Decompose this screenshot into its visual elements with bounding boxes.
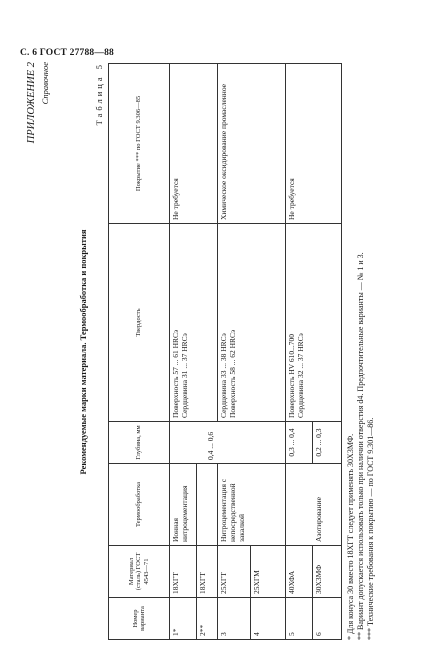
cell-depth [170, 422, 197, 464]
cell-variant: 5 [286, 598, 313, 640]
cell-variant: 3 [218, 598, 251, 640]
rotated-content [24, 62, 404, 642]
cell-coating: Химическое оксидирование промасленное [218, 64, 251, 224]
table-row [218, 64, 251, 640]
page-header: С. 6 ГОСТ 27788—88 [20, 48, 114, 58]
table-label: Таблица 5 [94, 62, 104, 126]
table-row [170, 64, 197, 640]
col-variant: Номер варианта [109, 598, 170, 640]
cell-heat [197, 464, 218, 546]
cell-hardness [251, 224, 286, 422]
cell-heat [251, 464, 286, 546]
hardness-line: Поверхность 57 ... 61 HRCэ [171, 329, 180, 418]
cell-depth [218, 422, 251, 464]
cell-material: 30Х3МФ [313, 546, 342, 598]
cell-hardness [313, 224, 342, 422]
cell-heat [286, 464, 313, 546]
table-title: Рекомендуемые марки материала. Термообработка и покрытия [78, 229, 88, 475]
cell-heat: Нитроцементация с непосредственной закалкой [218, 464, 251, 546]
cell-material: 18ХГТ [170, 546, 197, 598]
hardness-line: Сердцевина 32 ... 37 HRCэ [295, 333, 305, 418]
table-row [286, 64, 313, 640]
hardness-line: Сердцевина 33 ... 38 HRCэ [219, 333, 228, 418]
table-row [197, 64, 218, 640]
cell-material: 18ХГТ [197, 546, 218, 598]
col-depth: Глубина, мм [109, 422, 170, 464]
footnote: *** Технические требования к покрытию — по ГОСТ 9.301—86. [366, 417, 376, 640]
col-heat-treatment: Термообработка [109, 464, 170, 546]
cell-depth: 0,2 ... 0,3 [313, 422, 342, 464]
footnote: * Для конуса 30 вместо 18ХГТ следует применять 30Х3МФ. [346, 433, 355, 640]
cell-variant: 6 [313, 598, 342, 640]
col-material: Материал (сталь) ГОСТ 4543—71 [109, 546, 170, 598]
cell-variant: 1* [170, 598, 197, 640]
cell-material: 40ХФА [286, 546, 313, 598]
cell-variant: 2** [197, 598, 218, 640]
table-row [251, 64, 286, 640]
cell-heat: Азотирование [313, 464, 342, 546]
footnotes [346, 64, 377, 640]
cell-variant: 4 [251, 598, 286, 640]
cell-coating [197, 64, 218, 224]
col-hardness: Твердость [109, 224, 170, 422]
cell-material: 25ХГМ [251, 546, 286, 598]
appendix-title: ПРИЛОЖЕНИЕ 2 [26, 62, 37, 144]
cell-heat: Ионная нитроцементация [170, 464, 197, 546]
table-row [313, 64, 342, 640]
materials-table [108, 63, 342, 640]
cell-hardness [170, 224, 197, 422]
cell-material: 25ХГТ [218, 546, 251, 598]
cell-coating: Не требуется [170, 64, 197, 224]
cell-hardness [197, 224, 218, 422]
cell-coating: Не требуется [286, 64, 313, 224]
cell-depth: 0,3 ... 0,4 [286, 422, 313, 464]
appendix-subtitle: Справочное [40, 62, 50, 105]
footnote: ** Вариант допускается использовать только при наличии отверстия d4. Предпочтительные варианты — № 1 и 3. [356, 252, 366, 640]
col-coating: Покрытие *** по ГОСТ 9.306—85 [109, 64, 170, 224]
hardness-line: Сердцевина 31 ... 37 HRCэ [179, 333, 189, 418]
hardness-line: Поверхность HV 610...700 [287, 333, 296, 418]
cell-hardness [218, 224, 251, 422]
cell-depth: 0,4 ... 0,6 [197, 422, 218, 464]
hardness-line: Поверхность 58 ... 62 HRCэ [227, 329, 237, 418]
cell-hardness [286, 224, 313, 422]
cell-depth [251, 422, 286, 464]
header-row [109, 64, 170, 640]
cell-coating [251, 64, 286, 224]
cell-coating [313, 64, 342, 224]
